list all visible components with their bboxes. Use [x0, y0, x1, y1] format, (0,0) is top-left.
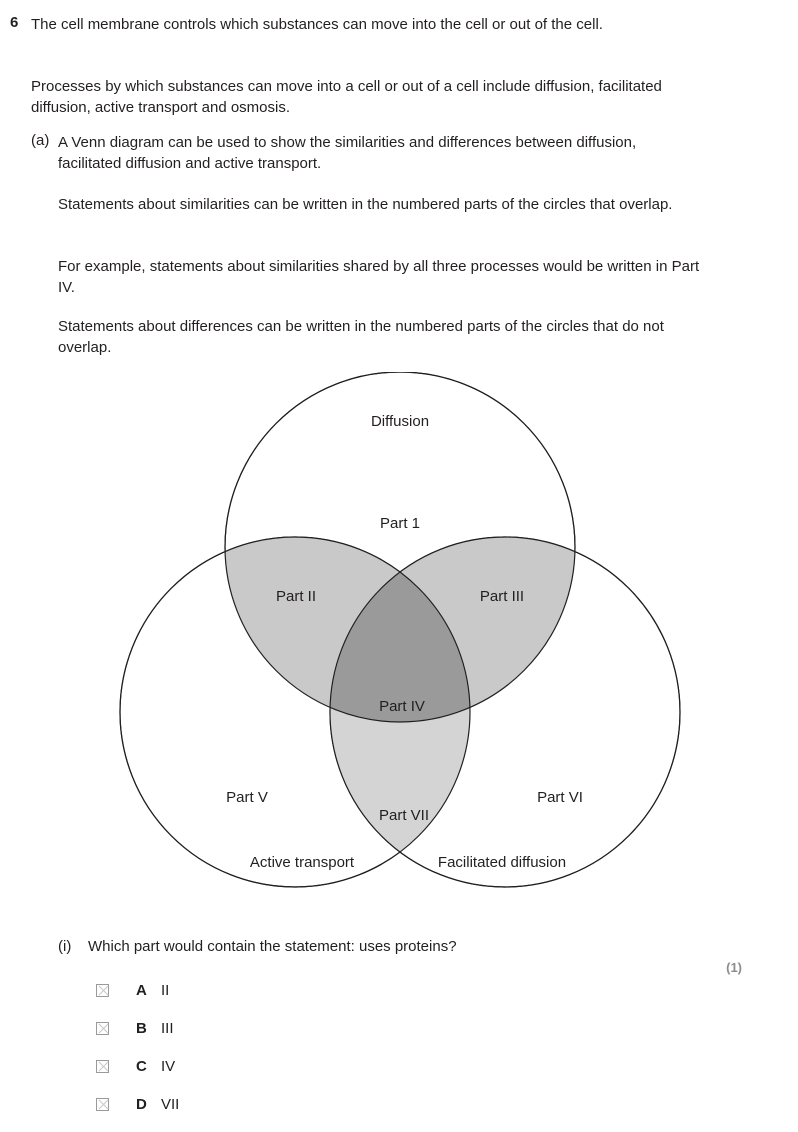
venn-label-active-transport: Active transport — [249, 854, 355, 871]
marks-allocation: (1) — [726, 960, 742, 975]
question-intro-paragraph-2: Processes by which substances can move into a cell or out of a cell include diffusion, facilitated diffusion, active transport and osmosis. — [31, 78, 662, 117]
venn-label-part-4: Part IV — [379, 698, 425, 715]
option-value: IV — [161, 1058, 176, 1075]
option-letter: A — [136, 982, 147, 999]
option-value: II — [161, 982, 170, 999]
sub-question-label: (i) — [58, 938, 72, 955]
option-value: VII — [161, 1096, 180, 1113]
checkbox-icon[interactable] — [96, 1098, 109, 1111]
venn-label-part-1: Part 1 — [379, 515, 421, 532]
checkbox-icon[interactable] — [96, 984, 109, 997]
venn-label-part-3: Part III — [479, 588, 525, 605]
venn-label-diffusion: Diffusion — [370, 413, 430, 430]
question-intro-paragraph-1: The cell membrane controls which substances can move into the cell or out of the cell. — [31, 16, 603, 33]
checkbox-icon[interactable] — [96, 1060, 109, 1073]
venn-diagram — [110, 372, 690, 892]
venn-label-facilitated-diffusion: Facilitated diffusion — [437, 854, 567, 871]
venn-label-part-7: Part VII — [378, 807, 430, 824]
venn-label-part-2: Part II — [275, 588, 317, 605]
checkbox-icon[interactable] — [96, 1022, 109, 1035]
part-a-label: (a) — [31, 132, 50, 149]
paragraph-overlap-statements: Statements about similarities can be written in the numbered parts of the circles that overlap. — [58, 196, 673, 213]
question-number: 6 — [10, 14, 19, 31]
paragraph-example: For example, statements about similarities shared by all three processes would be written in Part IV. — [58, 258, 700, 297]
option-letter: D — [136, 1096, 147, 1113]
venn-label-part-6: Part VI — [537, 789, 583, 806]
option-value: III — [161, 1020, 174, 1037]
venn-label-part-5: Part V — [226, 789, 268, 806]
option-letter: C — [136, 1058, 147, 1075]
part-a-text: A Venn diagram can be used to show the similarities and differences between diffusion, facilitated diffusion and active transport. — [58, 134, 637, 173]
option-letter: B — [136, 1020, 147, 1037]
sub-question-text: Which part would contain the statement: uses proteins? — [88, 938, 457, 955]
paragraph-differences: Statements about differences can be written in the numbered parts of the circles that do not overlap. — [58, 318, 664, 357]
